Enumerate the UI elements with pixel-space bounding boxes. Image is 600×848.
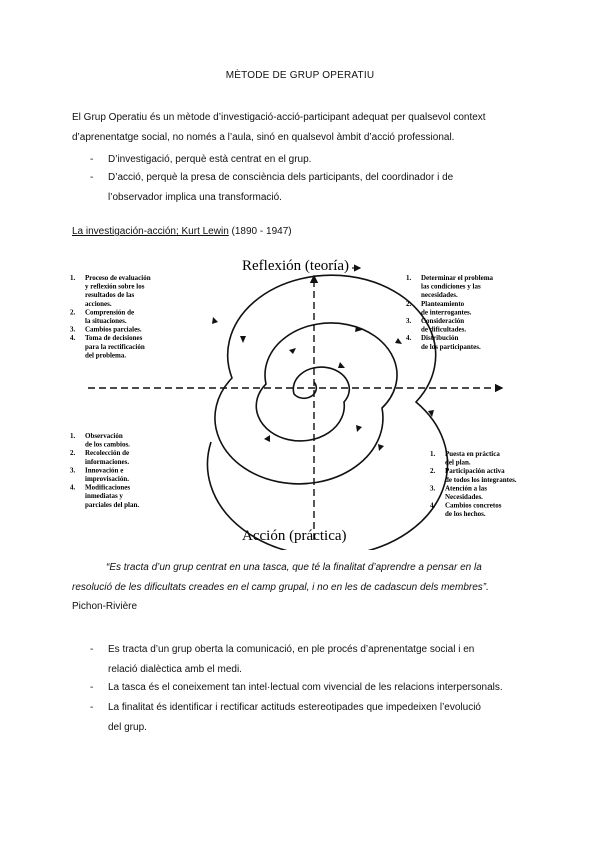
diagram-list-number: 1. — [70, 274, 76, 282]
diagram-list-line: necesidades. — [421, 291, 458, 300]
diagram-list-number: 3. — [70, 466, 76, 475]
reflection-label: Reflexión (teoría) — [242, 258, 350, 274]
diagram-list-line: de dificultades. — [421, 325, 467, 334]
bullet-line: D’investigació, perquè està centrat en el grup. — [108, 154, 312, 165]
diagram-list-number: 4. — [70, 483, 76, 492]
diagram-list-number: 3. — [406, 317, 412, 325]
diagram-list-line: inmediatas y — [85, 492, 123, 501]
diagram-list-line: Atención a las — [445, 484, 487, 493]
diagram-list-line: Proceso de evaluación — [85, 274, 151, 282]
diagram-list-number: 4. — [430, 501, 436, 510]
quote-line-1: “Es tracta d’un grup centrat en una tasca, que té la finalitat d’aprendre a pensar en la — [106, 562, 482, 573]
bullet-dash: - — [90, 644, 94, 655]
diagram-list-line: Distribución — [421, 334, 459, 343]
diagram-list-line: improvisación. — [85, 475, 130, 483]
diagram-list-line: acciones. — [85, 299, 112, 308]
diagram-list-line: resultados de las — [85, 291, 135, 300]
bullet-line: del grup. — [108, 722, 147, 733]
bottom-left-list — [70, 432, 139, 509]
diagram-list-number: 2. — [70, 449, 76, 458]
bullet-line: Es tracta d’un grup oberta la comunicació, en ple procés d’aprenentatge social i en — [108, 644, 475, 655]
diagram-list-number: 2. — [406, 299, 412, 308]
bullet-dash: - — [90, 702, 94, 713]
section-title — [72, 226, 292, 237]
diagram-list-line: de interrogantes. — [421, 308, 472, 317]
diagram-list-line: la situaciones. — [85, 317, 127, 325]
intro-line-1: El Grup Operatiu és un mètode d’investigació-acció-participant adequat per qualsevol context — [72, 112, 486, 123]
diagram-list-number: 3. — [430, 484, 436, 493]
bullet-dash: - — [90, 154, 94, 165]
diagram-list-line: de los participantes. — [421, 342, 481, 351]
quote-author: Pichon-Rivière — [72, 601, 138, 612]
diagram-list-number: 1. — [430, 450, 436, 458]
bottom-right-list — [430, 450, 517, 518]
diagram-list-line: para la rectificación — [85, 342, 145, 351]
diagram-list-number: 2. — [430, 467, 436, 476]
diagram-list-line: de los cambios. — [85, 440, 130, 449]
diagram-list-line: informaciones. — [85, 457, 130, 466]
page-title: MÈTODE DE GRUP OPERATIU — [225, 70, 375, 81]
diagram-list-line: Participación activa — [445, 467, 505, 476]
diagram-list-line: Puesta en práctica — [445, 450, 500, 458]
bullet-line: La tasca és el coneixement tan intel·lectual com vivencial de les relacions interpersonals. — [108, 682, 503, 693]
diagram-list-number: 4. — [406, 334, 412, 343]
diagram-list-number: 1. — [406, 274, 412, 282]
bullet-line: l’observador implica una transformació. — [108, 192, 282, 203]
bullet-dash: - — [90, 172, 94, 183]
diagram-list-line: Determinar el problema — [421, 274, 494, 282]
bullet-line: La finalitat és identificar i rectificar actituds estereotipades que impedeixen l’evolució — [108, 702, 481, 713]
diagram-list-line: Necesidades. — [445, 493, 483, 501]
diagram-list-line: Comprensión de — [85, 308, 135, 317]
diagram-list-number: 3. — [70, 325, 76, 334]
intro-paragraph — [72, 108, 542, 148]
diagram-list-line: Observación — [85, 432, 123, 440]
pichon-riviere-quote — [72, 558, 540, 598]
spiral-path — [207, 275, 447, 550]
action-research-spiral-diagram — [60, 250, 540, 550]
diagram-list-line: Innovación e — [85, 466, 124, 475]
section-title-underlined: La investigación-acción; Kurt Lewin — [72, 226, 229, 237]
section-title-dates: (1890 - 1947) — [228, 226, 292, 237]
diagram-list-line: del plan. — [445, 458, 471, 467]
diagram-list-line: Modificaciones — [85, 483, 131, 492]
diagram-list-line: parciales del plan. — [85, 500, 140, 509]
diagram-list-number: 4. — [70, 334, 76, 343]
intro-line-2: d’aprenentatge social, no només a l’aula, sinó en qualsevol àmbit d’acció professional. — [72, 132, 455, 143]
top-left-list — [70, 274, 151, 359]
diagram-list-line: de los hechos. — [445, 510, 486, 519]
diagram-list-line: Consideración — [421, 317, 465, 325]
diagram-list-line: Recolección de — [85, 449, 130, 458]
diagram-list-line: las condiciones y las — [421, 282, 481, 291]
bullet-line: relació dialèctica amb el medi. — [108, 664, 242, 675]
diagram-list-line: y reflexión sobre los — [85, 282, 145, 291]
diagram-list-line: Toma de decisiones — [85, 334, 143, 343]
diagram-list-number: 1. — [70, 432, 76, 440]
diagram-list-line: Cambios parciales. — [85, 325, 142, 334]
bullet-dash: - — [90, 682, 94, 693]
diagram-list-line: de todos los integrantes. — [445, 475, 517, 484]
action-label: Acción (práctica) — [242, 528, 347, 544]
quote-line-2: resolució de les dificultats creades en el camp grupal, i no en les de cadascun dels membres”. — [72, 582, 489, 593]
diagram-list-line: del problema. — [85, 351, 127, 360]
bullet-line: D’acció, perquè la presa de consciència dels participants, del coordinador i de — [108, 172, 454, 183]
spiral-direction-arrows — [212, 317, 434, 451]
diagram-list-number: 2. — [70, 308, 76, 317]
diagram-list-line: Planteamiento — [421, 299, 465, 308]
diagram-list-line: Cambios concretos — [445, 501, 502, 510]
